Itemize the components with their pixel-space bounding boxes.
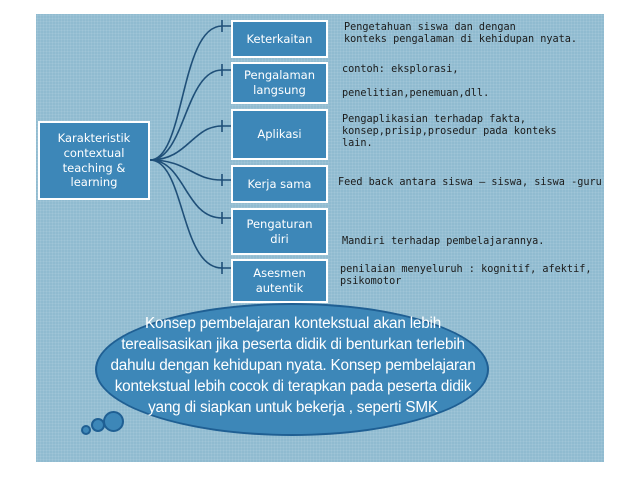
connector-pengalaman xyxy=(150,70,232,160)
node-pengalaman-langsung xyxy=(231,62,328,104)
node-aplikasi xyxy=(231,109,328,160)
node-label: Asesmen autentik xyxy=(253,266,306,295)
callout-line: yang di siapkan untuk bekerja , seperti SMK xyxy=(148,399,438,416)
connector-keterkaitan xyxy=(150,26,232,160)
node-label: Kerja sama xyxy=(247,176,312,191)
node-label: Aplikasi xyxy=(257,127,302,142)
connector-pengaturan xyxy=(150,160,232,218)
callout-line: dahulu dengan kehidupan nyata. Konsep pembelajaran xyxy=(110,357,476,374)
callout-line: terealisasikan jika peserta didik di benturkan terlebih xyxy=(121,336,465,353)
node-kerja-sama xyxy=(231,165,328,203)
connector-asesmen xyxy=(150,160,232,268)
desc-keterkaitan: Pengetahuan siswa dan dengan konteks pengalaman di kehidupan nyata. xyxy=(344,22,578,46)
callout-line: kontekstual lebih cocok di terapkan pada peserta didik xyxy=(114,378,472,395)
root-node xyxy=(38,121,150,200)
desc-aplikasi: Pengaplikasian terhadap fakta, konsep,prisip,prosedur pada konteks lain. xyxy=(342,114,557,150)
desc-asesmen-autentik: penilaian menyeluruh : kognitif, afektif, psikomotor xyxy=(340,264,592,288)
root-label: Karakteristik contextual teaching & learning xyxy=(57,130,131,190)
node-keterkaitan xyxy=(231,20,328,58)
node-label: Pengaturan diri xyxy=(246,216,313,246)
desc-kerja-sama: Feed back antara siswa – siswa, siswa -guru xyxy=(338,177,602,188)
callout-bubble-medium xyxy=(91,418,105,432)
node-label: Keterkaitan xyxy=(246,31,313,46)
node-asesmen-autentik xyxy=(231,259,328,303)
desc-pengaturan-diri: Mandiri terhadap pembelajarannya. xyxy=(342,236,545,247)
desc-pengalaman-langsung: contoh: eksplorasi, penelitian,penemuan,dll. xyxy=(342,64,490,100)
callout-line: Konsep pembelajaran kontekstual akan lebih xyxy=(144,315,442,332)
callout-text xyxy=(108,313,478,418)
node-label: Pengalaman langsung xyxy=(243,68,316,97)
callout-bubble-small xyxy=(81,425,91,435)
node-pengaturan-diri xyxy=(231,208,328,255)
